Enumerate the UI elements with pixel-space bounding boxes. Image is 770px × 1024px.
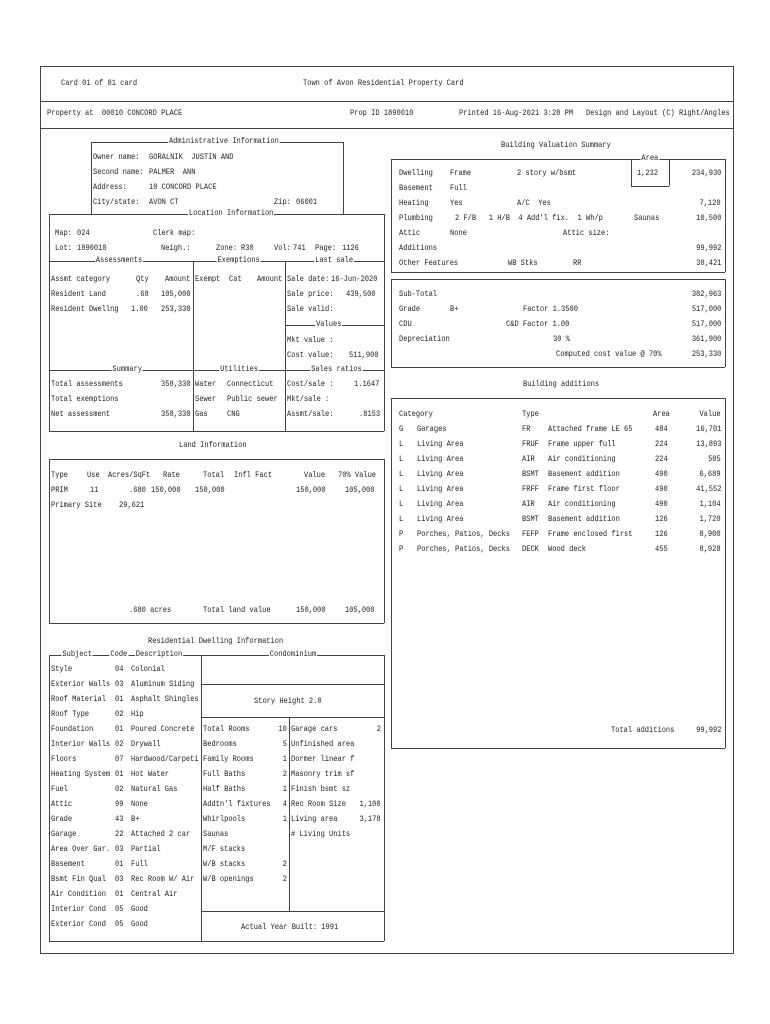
addition-description: Attached frame LE 65 (548, 425, 633, 434)
cost-sale-ratio: 1.1647 (354, 380, 380, 389)
divider (41, 128, 733, 129)
addition-category: Living Area (417, 500, 464, 509)
dwelling-subject: Area Over Gar. (51, 845, 111, 854)
addition-type: FRFF (522, 485, 539, 494)
dwelling-description: Asphalt Shingles (131, 695, 199, 704)
dwelling-code: 43 (115, 815, 124, 824)
addition-category: Porches, Patios, Decks (417, 530, 510, 539)
addition-type: AIR (522, 455, 535, 464)
dwelling-assessment: 253,330 (161, 305, 191, 314)
printed-date: Printed 16-Aug-2021 3:28 PM (459, 109, 574, 118)
valuation-title: Building Valuation Summary (501, 141, 611, 150)
addition-value: 8,928 (699, 545, 721, 554)
extra-label: Finish bsmt sz (291, 785, 351, 794)
dwelling-code: 03 (115, 845, 124, 854)
dwelling-description: Hardwood/Carpeti (131, 755, 199, 764)
dwelling-description: Central Air (131, 890, 178, 899)
addition-description: Air conditioning (548, 455, 616, 464)
owner-address: 10 CONCORD PLACE (149, 183, 217, 192)
extra-value: 2 (376, 725, 381, 734)
admin-title: Administrative Information (168, 137, 279, 146)
prop-id: Prop ID 1890010 (350, 109, 414, 118)
addition-type: FR (522, 425, 531, 434)
property-card: Card 01 of 01 card Town of Avon Residential Property Card Property at 00010 CONCORD PLACE Prop ID 1890010 Printed 16-Aug-2021 3:28 PM Design and Layout (C) Right/Angles Administrative Information Owner name: GORALNIK JUSTIN AND Second name: PALMER ANN Address: 10 CONCORD PLACE City/state: AVON CT Zip: 06001 Location Information Map: 024 Clerk map: Lot: 1890010 Neigh.: Zone: R30 Vol: 741 Page: 1126 Assessments Exemptions Last sale Assmt category Qty Amount Resident Land .68 105,000 Resident Dwellng 1.00 253,330 Exempt Cat Amount Sale date: 16-Jun-2020 Sale price: 439,500 Sale valid: Values Mkt value : Cost value: 511,900 Summary Utilities Sales ratios Total assessments 358,330 Total exemptions Net assessment 358,330 Water Connecticut Sewer Public sewer Gas CNG Cost/sale : 1.1647 Mkt/sale : Assmt/sale: .8153 Land Information Type Use Acres/SqFt Rate Total Infl Fact Value 70% Value PRIM 11 .680 150,000 150,000 150,000 105,000 Primary Site 29,621 .680 acres Total land value 150,000 105,000 Residential Dwelling Information Subject Code Description Condominium Style 04 Colonial Exterior Walls 03 Aluminum Siding Roof Material 01 Asphalt Shingles Roof Type 02 Hip Foundation 01 Poured Concrete Interior Walls 02 Drywall Floors 07 Hardwood/Carpeti Heating System 01 Hot Water Fuel 02 Natural Gas Attic 99 None Grade 43 B+ Garage 22 Attached 2 car Area Over Gar. 03 Partial Basement 01 Full Bsmt Fin Qual 03 Rec Room W/ Air Air Condition 01 Central Air Interior Cond 05 Good Exterior Cond 05 Good Story Height 2.0 Total Rooms 10 Bedrooms 5 Family Rooms 1 Full Baths 2 Half Baths 1 Addtn'l fixtures 4 Whirlpools 1 Saunas M/F stacks W/B stacks 2 W/B openings 2 Garage cars 2 Unfinished area Dormer linear f Masonry trim sf Finish bsmt sz Rec Room Size 1,100 Living area 3,178 # Living Units Actual Year Built: 1991 Building Valuation Summary Area Dwelling Frame 2 story w/bsmt 1,232 234,930 Basement Full Heating Yes A/C Yes 7,120 Plumbing 2 F/B 1 H/B 4 Add'l fix. 1 Wh/p Saunas 10,500 Attic None Attic size: Additions 99,992 Other Features WB Stks RR 30,421 Sub-Total 382,963 Grade B+ Factor 1.3500 517,000 CDU C&D Factor 1.00 517,000 Depreciation 30 % 361,900 Computed cost value @ 70% 253,330 Building additions Category Type Area Value G Garages FR Attached frame LE 65 484 16,701 L Living Area FRUF Frame upper full 224 13,893 L Living Area AIR Air conditioning 224 505 L Living Area BSMT Basement addition 490 6,689 L Living Area FRFF Frame first floor 490 41,552 L Living Area AIR Air conditioning 490 1,104 L Living Area BSMT Basement addition 126 1,720 P Porches, Patios, Decks FEFP Frame enclosed first 126 8,900 P Porches, Patios, Decks DECK Wood deck 455 8,928 Total additions 99,992 (40, 66, 734, 954)
exemptions-title: Exemptions (217, 256, 260, 265)
dwelling-subject: Roof Material (51, 695, 106, 704)
addition-description: Air conditioning (548, 500, 616, 509)
extra-label: Dormer linear f (291, 755, 355, 764)
room-label: M/F stacks (203, 845, 246, 854)
addition-category: Living Area (417, 485, 464, 494)
room-label: Whirlpools (203, 815, 246, 824)
addition-area: 224 (655, 455, 668, 464)
dwelling-description: Drywall (131, 740, 161, 749)
addition-area: 455 (655, 545, 668, 554)
dwelling-subject: Fuel (51, 785, 68, 794)
addition-code: P (399, 545, 404, 554)
addition-description: Frame upper full (548, 440, 616, 449)
room-value: 2 (282, 770, 287, 779)
land-assessment: 105,000 (161, 290, 191, 299)
dwelling-subject: Interior Cond (51, 905, 106, 914)
addition-category: Porches, Patios, Decks (417, 545, 510, 554)
utilities-title: Utilities (220, 365, 259, 374)
dwelling-code: 01 (115, 725, 124, 734)
addition-value: 1,104 (699, 500, 721, 509)
dwelling-subject: Exterior Cond (51, 920, 106, 929)
page-number: 1126 (342, 244, 359, 253)
room-label: Family Rooms (203, 755, 254, 764)
dwelling-description: Hip (131, 710, 144, 719)
second-name: PALMER ANN (149, 168, 196, 177)
room-label: Total Rooms (203, 725, 250, 734)
addition-category: Living Area (417, 440, 464, 449)
addition-value: 16,701 (695, 425, 721, 434)
room-value: 10 (278, 725, 287, 734)
extra-label: Rec Room Size (291, 800, 346, 809)
dwelling-subject: Heating System (51, 770, 111, 779)
dwelling-description: Aluminum Siding (131, 680, 195, 689)
year-built: Actual Year Built: 1991 (241, 923, 339, 932)
dwelling-subject: Basement (51, 860, 85, 869)
dwelling-code: 05 (115, 920, 124, 929)
addition-value: 8,900 (699, 530, 721, 539)
owner-name: GORALNIK JUSTIN AND (149, 153, 234, 162)
dwelling-code: 05 (115, 905, 124, 914)
addition-value: 1,720 (699, 515, 721, 524)
addition-category: Living Area (417, 515, 464, 524)
dwelling-description: None (131, 800, 148, 809)
dwelling-area: 1,232 (637, 169, 659, 178)
extra-label: Living area (291, 815, 338, 824)
cost-value: 511,900 (349, 351, 379, 360)
addition-description: Frame enclosed first (548, 530, 633, 539)
dwelling-subject: Style (51, 665, 73, 674)
sales-ratios-title: Sales ratios (311, 365, 362, 374)
land-title: Land Information (179, 441, 247, 450)
dwelling-description: Colonial (131, 665, 165, 674)
addition-type: AIR (522, 500, 535, 509)
total-acres: .680 acres (129, 606, 172, 615)
dwelling-code: 01 (115, 890, 124, 899)
room-label: Addtn'l fixtures (203, 800, 271, 809)
extra-label: Unfinished area (291, 740, 355, 749)
addition-value: 13,893 (695, 440, 721, 449)
dwelling-code: 01 (115, 695, 124, 704)
dwelling-code: 01 (115, 860, 124, 869)
addition-description: Wood deck (548, 545, 587, 554)
addition-area: 484 (655, 425, 668, 434)
card-number: Card 01 of 01 card (61, 79, 138, 88)
dwelling-title: Residential Dwelling Information (148, 637, 284, 646)
sale-date: 16-Jun-2020 (331, 275, 378, 284)
design-credit: Design and Layout (C) Right/Angles (586, 109, 730, 118)
dwelling-description: Poured Concrete (131, 725, 195, 734)
dwelling-code: 22 (115, 830, 124, 839)
dwelling-subject: Roof Type (51, 710, 90, 719)
dwelling-subject: Interior Walls (51, 740, 111, 749)
dwelling-code: 01 (115, 770, 124, 779)
subtotal: 382,963 (691, 290, 721, 299)
room-label: Half Baths (203, 785, 246, 794)
lot-number: 1890010 (77, 244, 107, 253)
addition-description: Frame first floor (548, 485, 620, 494)
dwelling-description: Hot Water (131, 770, 170, 779)
addition-value: 505 (708, 455, 721, 464)
addition-category: Living Area (417, 455, 464, 464)
addition-code: L (399, 485, 404, 494)
addition-description: Basement addition (548, 515, 620, 524)
room-value: 1 (282, 815, 287, 824)
assmt-sale-ratio: .8153 (359, 410, 381, 419)
extra-value: 3,178 (359, 815, 381, 824)
room-label: W/B openings (203, 875, 254, 884)
extra-value: 1,100 (359, 800, 381, 809)
dwelling-subject: Grade (51, 815, 73, 824)
addition-area: 490 (655, 485, 668, 494)
dwelling-code: 03 (115, 680, 124, 689)
dwelling-code: 07 (115, 755, 124, 764)
addition-description: Basement addition (548, 470, 620, 479)
room-value: 2 (282, 860, 287, 869)
zone: R30 (241, 244, 254, 253)
addition-code: P (399, 530, 404, 539)
dwelling-description: Attached 2 car (131, 830, 191, 839)
dwelling-subject: Bsmt Fin Qual (51, 875, 106, 884)
dwelling-subject: Air Condition (51, 890, 106, 899)
addition-code: L (399, 500, 404, 509)
assessments-title: Assessments (95, 256, 143, 265)
dwelling-description: Good (131, 920, 148, 929)
story-height: Story Height 2.0 (254, 697, 322, 706)
addition-category: Living Area (417, 470, 464, 479)
dwelling-subject: Exterior Walls (51, 680, 111, 689)
owner-zip: 06001 (296, 198, 318, 207)
addition-category: Garages (417, 425, 447, 434)
total-assessments: 358,330 (161, 380, 191, 389)
addition-code: L (399, 515, 404, 524)
addition-type: BSMT (522, 470, 539, 479)
dwelling-code: 02 (115, 740, 124, 749)
dwelling-subject: Garage (51, 830, 77, 839)
room-value: 5 (282, 740, 287, 749)
total-land-value: 150,000 (296, 606, 326, 615)
last-sale-title: Last sale (315, 256, 354, 265)
room-value: 1 (282, 755, 287, 764)
extra-label: Masonry trim sf (291, 770, 355, 779)
dwelling-code: 03 (115, 875, 124, 884)
dwelling-subject: Attic (51, 800, 73, 809)
dwelling-code: 02 (115, 785, 124, 794)
addition-type: FRUF (522, 440, 539, 449)
dwelling-subject: Foundation (51, 725, 94, 734)
room-label: Full Baths (203, 770, 246, 779)
total-additions: 99,992 (695, 726, 721, 735)
dwelling-code: 99 (115, 800, 124, 809)
summary-title: Summary (112, 365, 142, 374)
dwelling-description: Rec Room W/ Air (131, 875, 195, 884)
room-value: 1 (282, 785, 287, 794)
additions-title: Building additions (523, 380, 600, 389)
dwelling-code: 04 (115, 665, 124, 674)
values-title: Values (316, 320, 342, 329)
condo-title: Condominium (269, 650, 317, 659)
addition-area: 490 (655, 470, 668, 479)
room-value: 2 (282, 875, 287, 884)
dwelling-description: B+ (131, 815, 140, 824)
addition-area: 126 (655, 515, 668, 524)
net-assessment: 358,330 (161, 410, 191, 419)
addition-value: 6,689 (699, 470, 721, 479)
dwelling-description: Good (131, 905, 148, 914)
addition-type: DECK (522, 545, 539, 554)
total-land-70: 105,000 (345, 606, 375, 615)
addition-code: L (399, 470, 404, 479)
sale-price: 439,500 (346, 290, 376, 299)
map-number: 024 (77, 229, 90, 238)
room-label: Bedrooms (203, 740, 237, 749)
addition-code: G (399, 425, 404, 434)
addition-area: 490 (655, 500, 668, 509)
extra-label: # Living Units (291, 830, 351, 839)
divider (41, 101, 733, 102)
addition-code: L (399, 455, 404, 464)
addition-area: 224 (655, 440, 668, 449)
room-value: 4 (282, 800, 287, 809)
dwelling-description: Full (131, 860, 148, 869)
volume: 741 (293, 244, 306, 253)
room-label: W/B stacks (203, 860, 246, 869)
location-title: Location Information (188, 209, 274, 218)
owner-city: AVON CT (149, 198, 179, 207)
addition-code: L (399, 440, 404, 449)
computed-cost-value: 253,330 (691, 350, 721, 359)
extra-label: Garage cars (291, 725, 338, 734)
dwelling-description: Partial (131, 845, 161, 854)
property-address: Property at 00010 CONCORD PLACE (47, 109, 183, 118)
dwelling-description: Natural Gas (131, 785, 178, 794)
dwelling-code: 02 (115, 710, 124, 719)
addition-type: BSMT (522, 515, 539, 524)
addition-value: 41,552 (695, 485, 721, 494)
addition-area: 126 (655, 530, 668, 539)
dwelling-subject: Floors (51, 755, 77, 764)
addition-type: FEFP (522, 530, 539, 539)
town-title: Town of Avon Residential Property Card (303, 79, 464, 88)
room-label: Saunas (203, 830, 229, 839)
